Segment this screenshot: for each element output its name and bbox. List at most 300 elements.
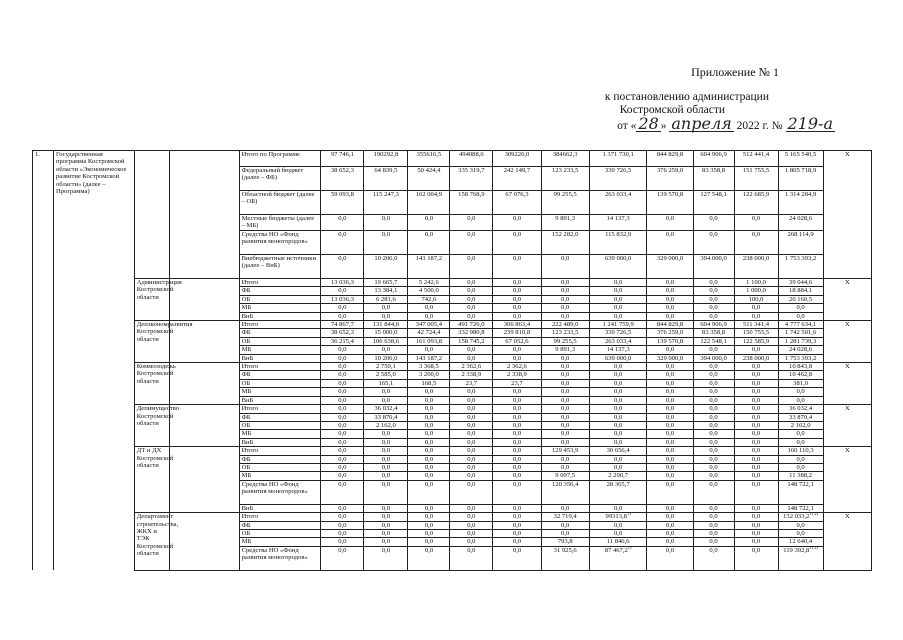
executor-row: [33, 363, 872, 371]
value-cell: 0,0: [364, 304, 408, 312]
value-cell: 18 884,1: [778, 287, 823, 295]
value-cell: 0,0: [493, 546, 541, 570]
value-cell: 0,0: [647, 312, 693, 320]
value-cell: 0,0: [493, 215, 541, 231]
value-cell: 2 290,7: [589, 472, 647, 480]
value-cell: 0,0: [364, 447, 408, 455]
x-mark: X: [823, 513, 871, 571]
executor-row: [33, 405, 872, 413]
value-cell: 4 500,0: [408, 287, 450, 295]
source-label: Итого: [239, 321, 321, 329]
source-label: ВнБ: [239, 438, 321, 446]
value-cell: 0,0: [589, 430, 647, 438]
value-cell: 0,0: [450, 472, 493, 480]
value-cell: 0,0: [778, 304, 823, 312]
value-cell: 158 745,2: [450, 337, 493, 345]
value-cell: 24 028,6: [778, 215, 823, 231]
value-cell: 0,0: [589, 455, 647, 463]
value-cell: 13 036,3: [321, 295, 364, 303]
value-cell: 64 839,5: [364, 167, 408, 191]
value-cell: 0,0: [450, 312, 493, 320]
value-cell: 0,0: [450, 546, 493, 570]
value-cell: 99313,8$^{1)}$: [589, 513, 647, 521]
value-cell: 0,0: [450, 396, 493, 404]
value-cell: 0,0: [647, 413, 693, 421]
value-cell: 83 358,8: [693, 329, 734, 337]
value-cell: 148 722,1: [778, 504, 823, 512]
value-cell: 604 906,9: [693, 321, 734, 329]
value-cell: 10 843,8: [778, 363, 823, 371]
value-cell: 0,0: [541, 405, 589, 413]
value-cell: 0,0: [734, 447, 778, 455]
source-label: Местные бюджеты (далее – МБ): [239, 215, 321, 231]
value-cell: 0,0: [693, 346, 734, 354]
value-cell: 0,0: [589, 287, 647, 295]
value-cell: 347 005,4: [408, 321, 450, 329]
value-cell: 0,0: [734, 421, 778, 429]
source-label: Итого: [239, 513, 321, 521]
value-cell: 0,0: [321, 472, 364, 480]
value-cell: 0,0: [693, 379, 734, 387]
program-executor-cell: [134, 151, 170, 279]
value-cell: 0,0: [493, 421, 541, 429]
handwritten-month: апреля: [671, 114, 732, 133]
source-label: Итого: [239, 405, 321, 413]
value-cell: 139 570,8: [647, 337, 693, 345]
value-cell: 306 863,4: [493, 321, 541, 329]
value-cell: 12 640,4: [778, 538, 823, 546]
value-cell: 0,0: [734, 463, 778, 471]
value-cell: 0,0: [493, 504, 541, 512]
value-cell: 0,0: [450, 480, 493, 504]
value-cell: 0,0: [778, 521, 823, 529]
value-cell: 0,0: [321, 413, 364, 421]
value-cell: 160 110,3: [778, 447, 823, 455]
value-cell: 0,0: [734, 538, 778, 546]
value-cell: 604 906,9: [693, 151, 734, 167]
value-cell: 0,0: [493, 430, 541, 438]
value-cell: 0,0: [321, 513, 364, 521]
value-cell: 122 685,9: [734, 191, 778, 215]
value-cell: 0,0: [647, 405, 693, 413]
value-cell: 33 870,4: [364, 413, 408, 421]
value-cell: 0,0: [493, 287, 541, 295]
value-cell: 5 242,6: [408, 279, 450, 287]
value-cell: 0,0: [541, 287, 589, 295]
value-cell: 0,0: [541, 304, 589, 312]
appendix-title: Приложение № 1: [691, 65, 779, 79]
value-cell: 0,0: [541, 413, 589, 421]
value-cell: 0,0: [321, 421, 364, 429]
value-cell: 0,0: [493, 521, 541, 529]
value-cell: 511 341,4: [734, 321, 778, 329]
value-cell: 0,0: [589, 363, 647, 371]
value-cell: 0,0: [589, 463, 647, 471]
value-cell: 0,0: [541, 312, 589, 320]
value-cell: 0,0: [734, 231, 778, 255]
value-cell: 143 187,2: [408, 255, 450, 279]
value-cell: 14 137,3: [589, 215, 647, 231]
source-label: Средства НО «Фонд развития моногородов»: [239, 480, 321, 504]
value-cell: 0,0: [693, 463, 734, 471]
source-label: Областной бюджет (далее – ОБ): [239, 191, 321, 215]
value-cell: 0,0: [734, 504, 778, 512]
value-cell: 0,0: [778, 430, 823, 438]
resolution-line: к постановлению администрации: [604, 91, 769, 103]
value-cell: 0,0: [408, 396, 450, 404]
value-cell: 0,0: [321, 455, 364, 463]
value-cell: 122 548,1: [693, 337, 734, 345]
value-cell: 0,0: [647, 231, 693, 255]
executor-name: Депимущество Костромской области: [134, 405, 170, 447]
value-cell: 0,0: [321, 430, 364, 438]
value-cell: 0,0: [408, 346, 450, 354]
value-cell: 99 255,5: [541, 337, 589, 345]
value-cell: 0,0: [647, 396, 693, 404]
value-cell: 0,0: [734, 438, 778, 446]
source-label: Средства НО «Фонд развития моногородов»: [239, 231, 321, 255]
source-label: ОБ: [239, 379, 321, 387]
value-cell: 0,0: [450, 430, 493, 438]
value-cell: 10 206,0: [364, 255, 408, 279]
executor-name: Депэкономразвития Костромской области: [134, 321, 170, 363]
source-label: ФБ: [239, 287, 321, 295]
source-label: ОБ: [239, 529, 321, 537]
source-label: ВнБ: [239, 504, 321, 512]
value-cell: 0,0: [693, 388, 734, 396]
value-cell: 0,0: [321, 538, 364, 546]
value-cell: 0,0: [647, 538, 693, 546]
value-cell: 28 365,7: [589, 480, 647, 504]
value-cell: 0,0: [321, 379, 364, 387]
value-cell: 0,0: [493, 388, 541, 396]
source-label: Итого: [239, 363, 321, 371]
value-cell: 1 000,0: [734, 287, 778, 295]
executor-blank-cell: [170, 447, 239, 513]
value-cell: 394 000,0: [693, 354, 734, 362]
value-cell: 0,0: [321, 405, 364, 413]
source-label: ФБ: [239, 521, 321, 529]
value-cell: 168,5: [408, 379, 450, 387]
value-cell: 14 137,3: [589, 346, 647, 354]
handwritten-doc-number: 219-а: [787, 114, 833, 133]
value-cell: 0,0: [693, 504, 734, 512]
value-cell: 152 282,0: [541, 231, 589, 255]
value-cell: 99 255,5: [541, 191, 589, 215]
x-mark: X: [823, 447, 871, 513]
value-cell: 384662,3: [541, 151, 589, 167]
value-cell: 0,0: [450, 529, 493, 537]
value-cell: 0,0: [493, 304, 541, 312]
value-cell: 0,0: [734, 546, 778, 570]
program-name: Государственная программа Костромской области «Экономическое развитие Костромской области» (далее – Программа): [53, 151, 134, 571]
value-cell: 0,0: [734, 312, 778, 320]
value-cell: 0,0: [450, 504, 493, 512]
value-cell: 0,0: [647, 215, 693, 231]
value-cell: 131 844,6: [364, 321, 408, 329]
value-cell: 0,0: [693, 413, 734, 421]
value-cell: 0,0: [493, 538, 541, 546]
value-cell: 67 052,6: [493, 337, 541, 345]
value-cell: 0,0: [450, 354, 493, 362]
value-cell: 0,0: [493, 480, 541, 504]
value-cell: 0,0: [734, 513, 778, 521]
value-cell: 0,0: [408, 413, 450, 421]
value-cell: 335 319,7: [450, 167, 493, 191]
program-row: [33, 151, 872, 167]
value-cell: 0,0: [450, 421, 493, 429]
value-cell: 32 719,4: [541, 513, 589, 521]
value-cell: 0,0: [734, 215, 778, 231]
value-cell: 0,0: [493, 295, 541, 303]
value-cell: 0,0: [321, 480, 364, 504]
value-cell: 0,0: [589, 529, 647, 537]
value-cell: 0,0: [541, 255, 589, 279]
value-cell: 0,0: [693, 538, 734, 546]
value-cell: 0,0: [647, 463, 693, 471]
value-cell: 0,0: [778, 388, 823, 396]
source-label: ФБ: [239, 413, 321, 421]
value-cell: 120 356,4: [541, 480, 589, 504]
value-cell: 6 281,6: [364, 295, 408, 303]
value-cell: 0,0: [408, 513, 450, 521]
value-cell: 0,0: [647, 287, 693, 295]
value-cell: 24 028,6: [778, 346, 823, 354]
value-cell: 0,0: [364, 430, 408, 438]
value-cell: 0,0: [321, 463, 364, 471]
executor-name: ДТ и ДХ Костромской области: [134, 447, 170, 513]
value-cell: 329 000,0: [647, 255, 693, 279]
value-cell: 332 980,8: [450, 329, 493, 337]
source-label: МБ: [239, 388, 321, 396]
value-cell: 0,0: [734, 472, 778, 480]
value-cell: 0,0: [541, 430, 589, 438]
value-cell: 0,0: [321, 354, 364, 362]
value-cell: 0,0: [693, 304, 734, 312]
value-cell: 309226,0: [493, 151, 541, 167]
value-cell: 238 000,0: [734, 354, 778, 362]
value-cell: 0,0: [493, 396, 541, 404]
executor-name: Администрация Костромской области: [134, 279, 170, 321]
value-cell: 0,0: [589, 396, 647, 404]
executor-row: [33, 279, 872, 287]
value-cell: 87 467,2$^{1)}$: [589, 546, 647, 570]
value-cell: 0,0: [364, 396, 408, 404]
value-cell: 339 726,5: [589, 167, 647, 191]
value-cell: 10 206,0: [364, 354, 408, 362]
value-cell: 263 033,4: [589, 337, 647, 345]
value-cell: 0,0: [778, 529, 823, 537]
value-cell: 5 165 540,5: [778, 151, 823, 167]
value-cell: 50 424,4: [408, 167, 450, 191]
value-cell: 0,0: [647, 379, 693, 387]
value-cell: 3 368,5: [408, 363, 450, 371]
footnote-mark: 1): [627, 544, 632, 550]
value-cell: 129 453,9: [541, 447, 589, 455]
value-cell: 0,0: [321, 304, 364, 312]
value-cell: 494088,6: [450, 151, 493, 167]
value-cell: 0,0: [321, 255, 364, 279]
value-cell: 0,0: [321, 521, 364, 529]
value-cell: 0,0: [734, 346, 778, 354]
value-cell: 222 489,0: [541, 321, 589, 329]
value-cell: 0,0: [778, 455, 823, 463]
value-cell: 0,0: [541, 371, 589, 379]
value-cell: 36 032,4: [778, 405, 823, 413]
value-cell: 0,0: [321, 215, 364, 231]
value-cell: 0,0: [693, 363, 734, 371]
value-cell: 1 281 739,3: [778, 337, 823, 345]
value-cell: 0,0: [693, 421, 734, 429]
value-cell: 0,0: [450, 538, 493, 546]
value-cell: 0,0: [541, 421, 589, 429]
value-cell: 0,0: [408, 463, 450, 471]
value-cell: 0,0: [450, 447, 493, 455]
value-cell: 0,0: [693, 279, 734, 287]
value-cell: 0,0: [693, 405, 734, 413]
value-cell: 0,0: [493, 346, 541, 354]
value-cell: 0,0: [647, 388, 693, 396]
x-mark: X: [823, 151, 871, 279]
value-cell: 0,0: [589, 379, 647, 387]
value-cell: 0,0: [778, 396, 823, 404]
value-cell: 0,0: [493, 455, 541, 463]
value-cell: 0,0: [541, 279, 589, 287]
value-cell: 0,0: [450, 215, 493, 231]
value-cell: 0,0: [408, 529, 450, 537]
value-cell: 38 652,3: [321, 329, 364, 337]
value-cell: 844 829,8: [647, 151, 693, 167]
value-cell: 0,0: [321, 546, 364, 570]
value-cell: 100,0: [734, 295, 778, 303]
value-cell: 0,0: [589, 312, 647, 320]
value-cell: 0,0: [321, 371, 364, 379]
source-label: МБ: [239, 538, 321, 546]
value-cell: 844 829,8: [647, 321, 693, 329]
value-cell: 0,0: [734, 363, 778, 371]
source-label: Итого по Программе: [239, 151, 321, 167]
value-cell: 0,0: [364, 480, 408, 504]
value-cell: 0,0: [541, 463, 589, 471]
value-cell: 742,6: [408, 295, 450, 303]
handwritten-day: 28: [638, 114, 659, 133]
value-cell: 0,0: [693, 396, 734, 404]
value-cell: 0,0: [541, 295, 589, 303]
financing-table: [32, 150, 872, 571]
value-cell: 0,0: [364, 463, 408, 471]
value-cell: 0,0: [778, 463, 823, 471]
value-cell: 238 000,0: [734, 255, 778, 279]
value-cell: 0,0: [364, 215, 408, 231]
value-cell: 0,0: [364, 455, 408, 463]
source-label: Итого: [239, 279, 321, 287]
value-cell: 0,0: [493, 279, 541, 287]
value-cell: 0,0: [321, 363, 364, 371]
source-label: ВнБ: [239, 396, 321, 404]
value-cell: 0,0: [693, 371, 734, 379]
executor-name: Коммолодежь Костромской области: [134, 363, 170, 405]
value-cell: 36 032,4: [364, 405, 408, 413]
value-cell: 2 162,0: [778, 421, 823, 429]
value-cell: 0,0: [647, 371, 693, 379]
value-cell: 42 724,4: [408, 329, 450, 337]
value-cell: 106 638,6: [364, 337, 408, 345]
value-cell: 0,0: [647, 438, 693, 446]
value-cell: 0,0: [734, 529, 778, 537]
value-cell: 2 362,6: [493, 363, 541, 371]
footnote-mark: 1) 2): [809, 510, 819, 516]
value-cell: 0,0: [647, 529, 693, 537]
value-cell: 0,0: [321, 438, 364, 446]
value-cell: 2 338,9: [493, 371, 541, 379]
value-cell: 0,0: [541, 363, 589, 371]
value-cell: 97 746,1: [321, 151, 364, 167]
value-cell: 0,0: [693, 521, 734, 529]
source-label: ОБ: [239, 463, 321, 471]
value-cell: 0,0: [493, 354, 541, 362]
value-cell: 143 187,2: [408, 354, 450, 362]
value-cell: 512 441,4: [734, 151, 778, 167]
value-cell: 0,0: [450, 255, 493, 279]
executor-row: [33, 447, 872, 455]
value-cell: 115 832,9: [589, 231, 647, 255]
value-cell: 0,0: [541, 521, 589, 529]
value-cell: 1 753 393,2: [778, 255, 823, 279]
value-cell: 0,0: [647, 455, 693, 463]
value-cell: 151 755,5: [734, 167, 778, 191]
value-cell: 31 925,6: [541, 546, 589, 570]
value-cell: 0,0: [693, 472, 734, 480]
value-cell: 1 241 759,9: [589, 321, 647, 329]
executor-row: [33, 321, 872, 329]
value-cell: 162 004,9: [408, 191, 450, 215]
value-cell: 0,0: [589, 295, 647, 303]
value-cell: 0,0: [589, 304, 647, 312]
value-cell: 158 768,9: [450, 191, 493, 215]
value-cell: 0,0: [693, 455, 734, 463]
value-cell: 2 338,9: [450, 371, 493, 379]
value-cell: 0,0: [541, 379, 589, 387]
source-label: Итого: [239, 447, 321, 455]
value-cell: 0,0: [541, 396, 589, 404]
value-cell: 36 215,4: [321, 337, 364, 345]
value-cell: 0,0: [408, 472, 450, 480]
value-cell: 239 810,8: [493, 329, 541, 337]
value-cell: 0,0: [450, 304, 493, 312]
value-cell: 0,0: [493, 231, 541, 255]
value-cell: 0,0: [408, 538, 450, 546]
source-label: МБ: [239, 472, 321, 480]
value-cell: 148 722,1: [778, 480, 823, 504]
value-cell: 0,0: [734, 430, 778, 438]
value-cell: 0,0: [778, 312, 823, 320]
source-label: ОБ: [239, 295, 321, 303]
value-cell: 0,0: [364, 388, 408, 396]
value-cell: 0,0: [647, 513, 693, 521]
value-cell: 0,0: [693, 447, 734, 455]
source-label: ВнБ: [239, 354, 321, 362]
value-cell: 0,0: [734, 455, 778, 463]
value-cell: 0,0: [364, 538, 408, 546]
value-cell: 0,0: [408, 388, 450, 396]
value-cell: 9 097,5: [541, 472, 589, 480]
value-cell: 0,0: [589, 421, 647, 429]
value-cell: 1 371 730,1: [589, 151, 647, 167]
value-cell: 11 388,2: [778, 472, 823, 480]
value-cell: 0,0: [450, 346, 493, 354]
value-cell: 123 233,5: [541, 329, 589, 337]
value-cell: 2 750,1: [364, 363, 408, 371]
